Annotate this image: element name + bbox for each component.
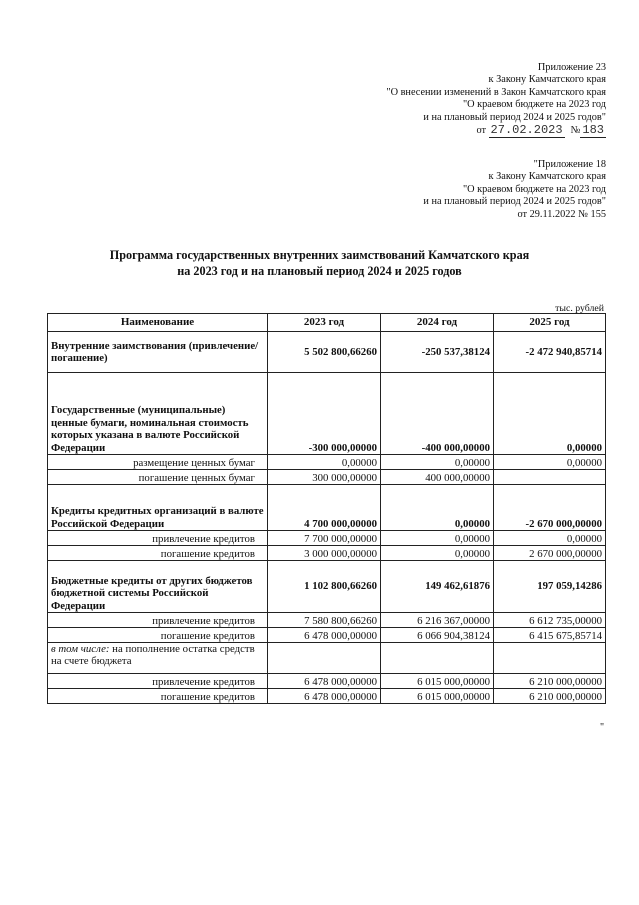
value-2023: 6 478 000,00000 xyxy=(268,689,381,704)
header-line: от 29.11.2022 № 155 xyxy=(517,208,606,220)
note-text: на пополнение остатка средств на счете бюджета xyxy=(51,643,255,668)
value-2024: 6 216 367,00000 xyxy=(381,613,494,628)
table-row xyxy=(48,455,606,470)
table-row xyxy=(48,546,606,561)
header-line: "Приложение 18 xyxy=(533,159,606,170)
table-row xyxy=(48,485,606,531)
value-2025: 6 210 000,00000 xyxy=(494,689,606,704)
value-2023: 1 102 800,66260 xyxy=(268,561,381,613)
appendix-18-header xyxy=(423,159,606,221)
value-2023: 300 000,00000 xyxy=(268,470,381,485)
table-row xyxy=(48,470,606,485)
value-2024 xyxy=(381,643,494,674)
header-line: "О краевом бюджете на 2023 год xyxy=(462,99,606,111)
header-line: к Закону Камчатского края xyxy=(488,74,606,86)
document-title xyxy=(0,247,639,279)
header-line: "О внесении изменений в Закон Камчатского края xyxy=(386,86,606,98)
borrowing-program-table xyxy=(47,313,606,704)
value-2023: 6 478 000,00000 xyxy=(268,674,381,689)
value-2023: -300 000,00000 xyxy=(268,373,381,455)
row-name: погашение ценных бумаг xyxy=(48,470,268,485)
number-label: № xyxy=(570,125,581,137)
table-row xyxy=(48,531,606,546)
column-header-2025: 2025 год xyxy=(494,314,606,332)
value-2024: 400 000,00000 xyxy=(381,470,494,485)
value-2025 xyxy=(494,470,606,485)
header-line: Приложение 23 xyxy=(537,62,606,73)
value-2023: 0,00000 xyxy=(268,455,381,470)
value-2024: 149 462,61876 xyxy=(381,561,494,613)
table-header-row xyxy=(48,314,606,332)
value-2025: 6 210 000,00000 xyxy=(494,674,606,689)
value-2025: 0,00000 xyxy=(494,531,606,546)
from-label: от xyxy=(476,125,486,137)
value-2023: 6 478 000,00000 xyxy=(268,628,381,643)
value-2024: 6 015 000,00000 xyxy=(381,689,494,704)
column-header-2023: 2023 год xyxy=(268,314,381,332)
row-name xyxy=(48,643,268,674)
value-2025: 0,00000 xyxy=(494,373,606,455)
table-row xyxy=(48,674,606,689)
column-header-name: Наименование xyxy=(48,314,268,332)
value-2023: 7 580 800,66260 xyxy=(268,613,381,628)
table-row xyxy=(48,373,606,455)
units-label: тыс. рублей xyxy=(555,303,604,314)
value-2024: 0,00000 xyxy=(381,455,494,470)
table-row xyxy=(48,561,606,613)
value-2023: 4 700 000,00000 xyxy=(268,485,381,531)
table-row xyxy=(48,332,606,373)
table-row xyxy=(48,643,606,674)
header-date-line xyxy=(386,124,606,137)
value-2024: -400 000,00000 xyxy=(381,373,494,455)
value-2024: 6 066 904,38124 xyxy=(381,628,494,643)
closing-quote: " xyxy=(600,722,605,733)
table-row xyxy=(48,613,606,628)
header-line: "О краевом бюджете на 2023 год xyxy=(462,183,606,195)
value-2023: 7 700 000,00000 xyxy=(268,531,381,546)
row-name: привлечение кредитов xyxy=(48,674,268,689)
row-name: Внутренние заимствования (привлечение/погашение) xyxy=(48,332,268,373)
row-name: Бюджетные кредиты от других бюджетов бюджетной системы Российской Федерации xyxy=(48,561,268,613)
appendix-23-header xyxy=(386,62,606,137)
value-2024: 0,00000 xyxy=(381,546,494,561)
value-2025: 6 612 735,00000 xyxy=(494,613,606,628)
handwritten-date: 27.02.2023 xyxy=(490,123,563,138)
row-name: привлечение кредитов xyxy=(48,531,268,546)
value-2025: 6 415 675,85714 xyxy=(494,628,606,643)
value-2025: 2 670 000,00000 xyxy=(494,546,606,561)
column-header-2024: 2024 год xyxy=(381,314,494,332)
handwritten-number: 183 xyxy=(582,123,604,138)
value-2023: 3 000 000,00000 xyxy=(268,546,381,561)
header-line: к Закону Камчатского края xyxy=(488,171,606,183)
value-2023: 5 502 800,66260 xyxy=(268,332,381,373)
value-2024: 0,00000 xyxy=(381,485,494,531)
value-2023 xyxy=(268,643,381,674)
header-line: и на плановый период 2024 и 2025 годов" xyxy=(423,111,606,123)
value-2025: 197 059,14286 xyxy=(494,561,606,613)
row-name: Государственные (муниципальные) ценные бумаги, номинальная стоимость которых указана в валюте Российской Федерации xyxy=(48,373,268,455)
value-2024: 6 015 000,00000 xyxy=(381,674,494,689)
row-name: погашение кредитов xyxy=(48,546,268,561)
row-name: погашение кредитов xyxy=(48,689,268,704)
value-2024: 0,00000 xyxy=(381,531,494,546)
row-name: привлечение кредитов xyxy=(48,613,268,628)
table-row xyxy=(48,628,606,643)
value-2025 xyxy=(494,643,606,674)
header-line: и на плановый период 2024 и 2025 годов" xyxy=(423,196,606,208)
value-2025: -2 472 940,85714 xyxy=(494,332,606,373)
row-name: размещение ценных бумаг xyxy=(48,455,268,470)
row-name: Кредиты кредитных организаций в валюте Российской Федерации xyxy=(48,485,268,531)
table-row xyxy=(48,689,606,704)
title-line-1: Программа государственных внутренних заимствований Камчатского края xyxy=(109,248,530,262)
value-2025: -2 670 000,00000 xyxy=(494,485,606,531)
note-lead: в том числе: xyxy=(51,643,110,655)
value-2025: 0,00000 xyxy=(494,455,606,470)
title-line-2: на 2023 год и на плановый период 2024 и 2025 годов xyxy=(177,264,462,278)
value-2024: -250 537,38124 xyxy=(381,332,494,373)
row-name: погашение кредитов xyxy=(48,628,268,643)
